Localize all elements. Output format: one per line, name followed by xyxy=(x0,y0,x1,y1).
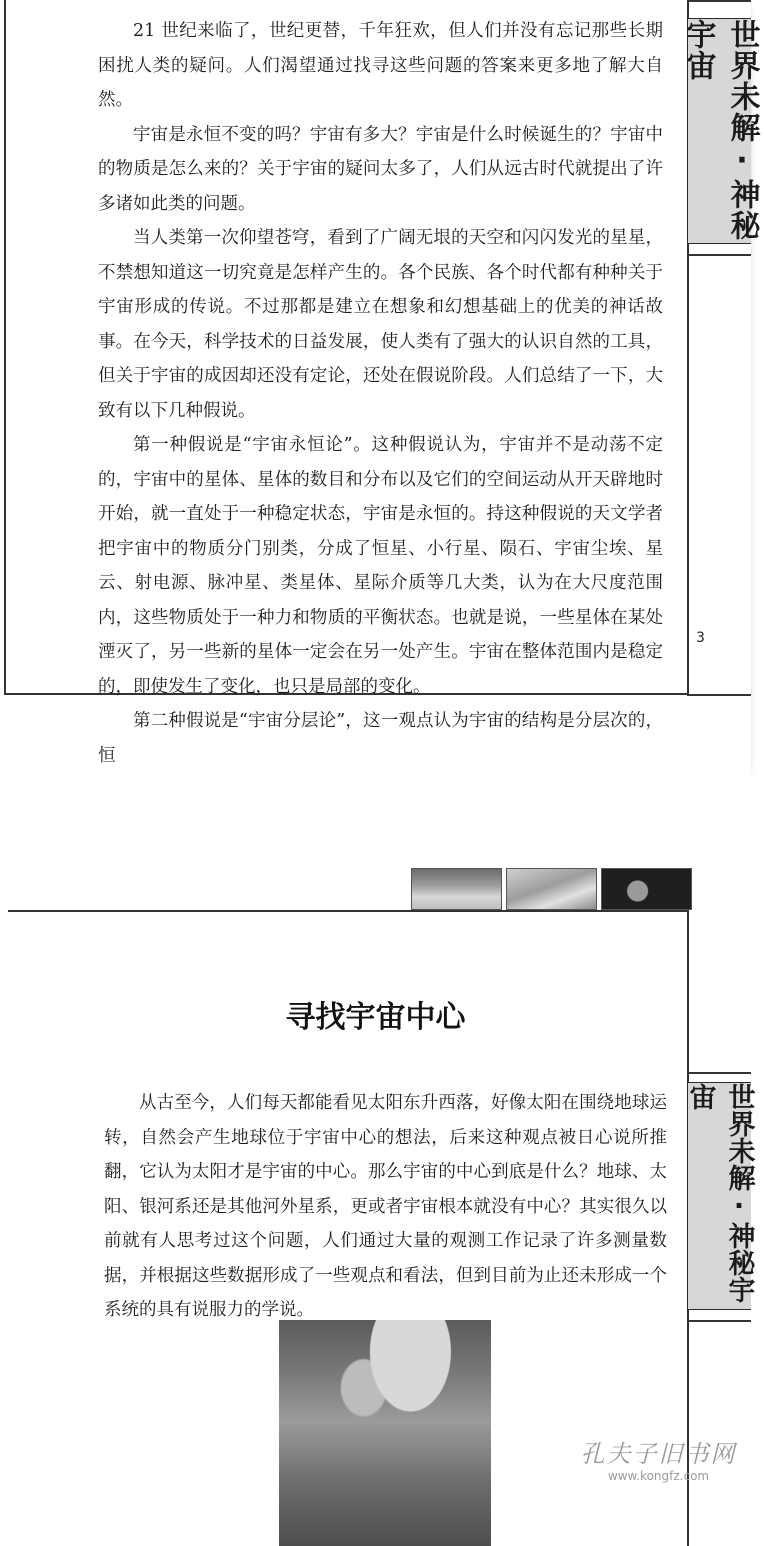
astronomer-portrait-image xyxy=(279,1320,491,1546)
page-number: 3 xyxy=(696,630,705,646)
paragraph: 第一种假说是“宇宙永恒论”。这种假说认为，宇宙并不是动荡不定的，宇宙中的星体、星体的数目和分布以及它们的空间运动从开天辟地时开始，就一直处于一种稳定状态，宇宙是永恒的。持这种假说的天文学者把宇宙中的物质分门别类，分成了恒星、小行星、陨石、宇宙尘埃、星云、射电源、脉冲星、类星体、星际介质等几大类，认为在大尺度范围内，这些物质处于一种力和物质的平衡状态。也就是说，一些星体在某处湮灭了，另一些新的星体一定会在另一处产生。宇宙在整体范围内是稳定的，即使发生了变化，也只是局部的变化。 xyxy=(98,435,663,697)
tab-rule-top xyxy=(687,0,751,2)
tab-rule-bottom xyxy=(687,1320,751,1322)
side-section-tab: 世界未解·神秘宇宙 xyxy=(687,1082,751,1310)
paragraph: 21 世纪来临了，世纪更替，千年狂欢，但人们并没有忘记那些长期困扰人类的疑问。人们渴望通过找寻这些问题的答案来更多地了解大自然。 xyxy=(98,21,663,110)
tab-rule-mid xyxy=(687,254,751,256)
header-image-strip xyxy=(411,868,692,910)
watermark-url: www.kongfz.com xyxy=(607,1469,710,1483)
paragraph: 第二种假说是“宇宙分层论”，这一观点认为宇宙的结构是分层次的，恒 xyxy=(98,711,663,766)
paragraph: 宇宙是永恒不变的吗？宇宙有多大？宇宙是什么时候诞生的？宇宙中的物质是怎么来的？关于宇宙的疑问太多了，人们从远古时代就提出了许多诸如此类的问题。 xyxy=(98,124,663,214)
page-gap xyxy=(0,766,751,782)
body-text xyxy=(104,1086,667,1328)
header-image-airship xyxy=(411,868,502,910)
watermark xyxy=(566,1434,751,1483)
header-image-pyramids xyxy=(506,868,597,910)
tab-rule-bottom xyxy=(687,694,751,696)
chapter-title: 寻找宇宙中心 xyxy=(285,1000,466,1035)
body-text xyxy=(98,14,663,773)
frame-line-left xyxy=(4,0,6,694)
tab-rule-top xyxy=(687,1072,751,1074)
paragraph: 当人类第一次仰望苍穹，看到了广阔无垠的天空和闪闪发光的星星，不禁想知道这一切究竟是怎样产生的。各个民族、各个时代都有种种关于宇宙形成的传说。不过那都是建立在想象和幻想基础上的优美的神话故事。在今天，科学技术的日益发展，使人类有了强大的认识自然的工具，但关于宇宙的成因却还没有定论，还处在假说阶段。人们总结了一下，大致有以下几种假说。 xyxy=(98,228,663,421)
watermark-text: 孔夫子旧书网 xyxy=(580,1440,737,1468)
book-page-bottom xyxy=(0,782,755,1546)
frame-line-top xyxy=(8,910,688,912)
paragraph: 从古至今，人们每天都能看见太阳东升西落，好像太阳在围绕地球运转，自然会产生地球位于宇宙中心的想法，后来这种观点被日心说所推翻，它认为太阳才是宇宙的中心。那么宇宙的中心到底是什么？地球、太阳、银河系还是其他河外星系，更或者宇宙根本就没有中心？其实很久以前就有人思考过这个问题，人们通过大量的观测工作记录了许多测量数据，并根据这些数据形成了一些观点和看法，但到目前为止还未形成一个系统的具有说服力的学说。 xyxy=(104,1093,667,1320)
header-image-alien xyxy=(601,868,692,910)
book-page-top xyxy=(0,0,760,766)
side-section-tab: 世界未解·神秘宇宙 xyxy=(687,18,751,244)
